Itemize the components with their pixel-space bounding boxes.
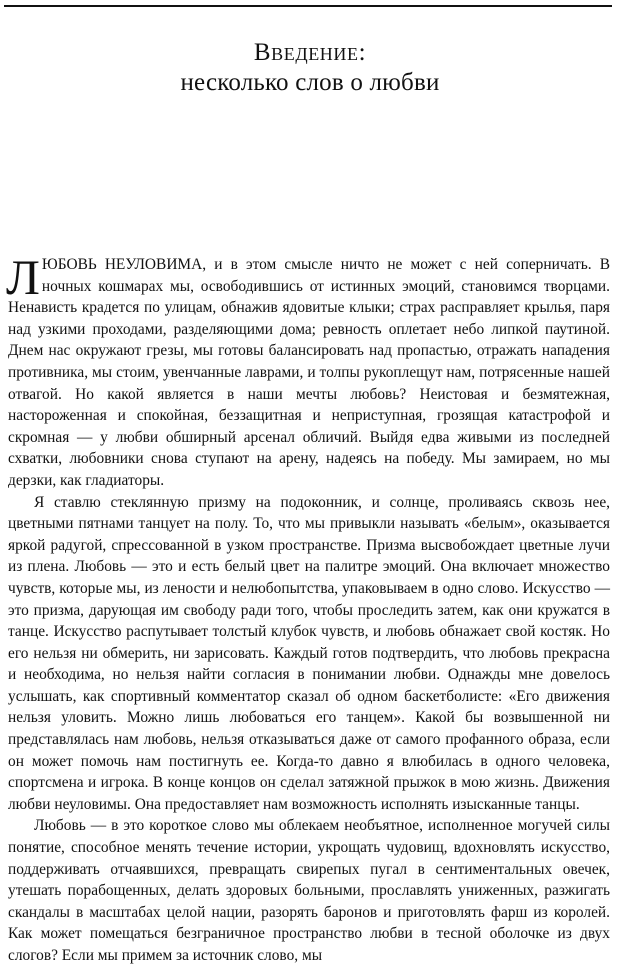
top-rule [4,5,612,7]
body-text [6,249,610,967]
paragraph-1-text: , и в этом смысле ничто не может с ней соперничать. В ночных кошмарах мы, освободившись от истинных эмоций, становимся творцами. Ненависть крадется по улицам, обнажив ядовитые клыки; страх расправляет крылья, паря над узкими проходами, разделяющими дома; ревность оплетает небо липкой паутиной. Днем нас окружают грезы, мы готовы балансировать над пропастью, отражать нападения противника, мы стоим, увенчанные лаврами, и толпы рукоплещут нам, потрясенные нашей отвагой. Но какой является в наши мечты любовь? Неистовая и безмятежная, настороженная и спокойная, беззащитная и неприступная, грозящая катастрофой и скромная — у любви обширный арсенал обличий. Выйдя едва живыми из последней схватки, любовники снова ступают на арену, надеясь на победу. Мы замираем, но мы дерзки, как гладиаторы. [8,256,610,489]
chapter-heading-line-1: Введение: [253,39,367,66]
drop-cap: Л [6,249,40,305]
paragraph-1 [6,249,610,492]
lead-in-caps: ЮБОВЬ НЕУЛОВИМА [41,256,203,273]
paragraph-3: Любовь — в это короткое слово мы облекаем необъятное, исполненное могучей силы понятие, способное менять течение истории, укрощать чудовищ, вдохновлять искусство, поддерживать отчаявшихся, превращать свирепых пугал в сентиментальных овечек, утешать порабощенных, делать здоровых больными, прославлять униженных, разжигать скандалы в масштабах целой нации, разорять баронов и приготовлять фарш из королей. Как может помещаться безграничное пространство любви в тесной оболочке из двух слогов? Если мы примем за источник слово, мы [8,817,610,964]
chapter-heading [0,38,620,98]
paragraph-2: Я ставлю стеклянную призму на подоконник, и солнце, проливаясь сквозь нее, цветными пятнами танцует на полу. То, что мы привыкли называть «белым», оказывается яркой радугой, спрессованной в узком пространстве. Призма высвобождает цветные лучи из плена. Любовь — это и есть белый цвет на палитре эмоций. Она включает множество чувств, которые мы, из лености и нелюбопытства, упаковываем в одно слово. Искусство — это призма, дарующая им свободу ради того, чтобы проследить затем, как они кружатся в танце. Искусство распутывает толстый клубок чувств, и любовь обнажает свой костяк. Но его нельзя ни обмерить, ни зарисовать. Каждый готов подтвердить, что любовь прекрасна и необходима, но нельзя найти согласия в понимании любви. Однажды мне довелось услышать, как спортивный комментатор сказал об одном баскетболисте: «Его движения нельзя уловить. Можно лишь любоваться его танцем». Какой бы возвышенной ни представлялась нам любовь, нельзя отказываться даже от самого профанного образа, если он может помочь нам постигнуть ее. Когда-то давно я влюбилась в одного человека, спортсмена и игрока. В конце концов он сделал затяжной прыжок в мою жизнь. Движения любви неуловимы. Она предоставляет нам возможность исполнять изысканные танцы. [8,493,610,813]
chapter-heading-line-2: несколько слов о любви [180,69,440,96]
